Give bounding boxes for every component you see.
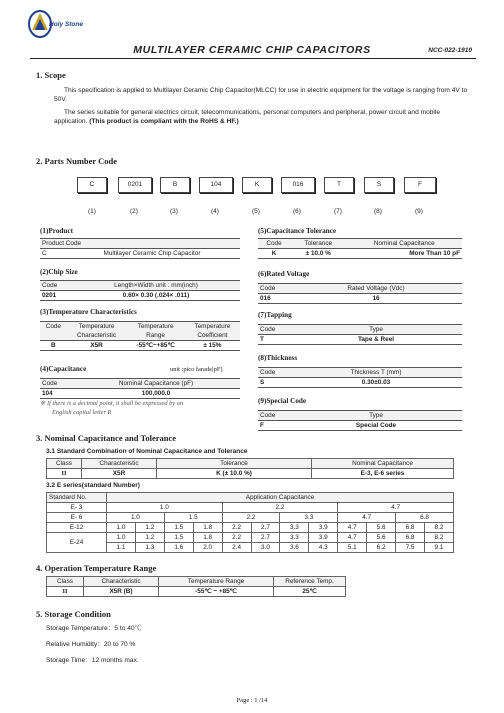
temp-char-title: (3)Temperature Characteristics — [40, 308, 137, 316]
e12-value: 2.2 — [222, 523, 251, 533]
code-box-1: C — [77, 177, 107, 193]
tapping-table — [258, 324, 462, 345]
scope-p2-text: The series suitable for general electrics circuit, telecommunications, personal computers and peripheral, power circuit and mobile application. — [54, 109, 441, 125]
rv-code-cell: 016 — [258, 294, 290, 304]
storage-time: Storage Time：12 months max. — [46, 657, 139, 664]
code-number-6: (6) — [293, 208, 301, 215]
cap-nom-header: Nominal Capacitance (pF) — [72, 379, 240, 389]
tol-tol-cell: ± 10.0 % — [290, 249, 347, 259]
e24-value: 5.6 — [367, 533, 396, 543]
e12-value: 6.8 — [396, 523, 425, 533]
op-range-cell: -55℃ ~ +85℃ — [159, 587, 274, 597]
code-box-3: B — [160, 177, 190, 193]
tc-char-header-1: Temperature — [67, 322, 127, 332]
e24-value: 1.2 — [135, 533, 164, 543]
op-ref-header: Reference Temp. — [274, 577, 346, 587]
e24-label: E-24 — [47, 533, 107, 553]
storage-heading: 5. Storage Condition — [36, 609, 111, 619]
e24-value: 1.8 — [193, 533, 222, 543]
parts-heading: 2. Parts Number Code — [36, 156, 118, 166]
storage-temperature: Storage Temperature：5 to 40℃ — [46, 625, 142, 632]
product-code-cell: C — [40, 249, 64, 259]
tap-type-header: Type — [290, 325, 462, 335]
code-box-7: T — [324, 177, 354, 193]
t1-char-header: Characteristic — [82, 459, 157, 469]
code-number-4: (4) — [211, 208, 219, 215]
e24-value: 4.3 — [309, 543, 338, 553]
t1-nom-cell: E-3, E-6 series — [312, 469, 454, 479]
t1-class-cell: II — [47, 469, 82, 479]
sp-code-cell: F — [258, 421, 290, 431]
op-char-cell: X5R (B) — [84, 587, 159, 597]
e12-value: 4.7 — [338, 523, 367, 533]
t1-nom-header: Nominal Capacitance — [312, 459, 454, 469]
e24-value: 2.2 — [222, 533, 251, 543]
document-title: MULTILAYER CERAMIC CHIP CAPACITORS — [133, 44, 371, 56]
tc-coef-header-1: Temperature — [185, 322, 240, 332]
e-series-table — [46, 492, 454, 553]
tolerance-title: (5)Capacitance Tolerance — [258, 227, 337, 235]
e24-value: 1.5 — [164, 533, 193, 543]
op-class-cell: II — [47, 587, 84, 597]
e12-value: 3.9 — [309, 523, 338, 533]
scope-paragraph-2 — [54, 109, 474, 127]
tc-code-header: Code — [40, 322, 67, 332]
op-range-header: Temperature Range — [159, 577, 274, 587]
chip-size-table — [40, 280, 240, 301]
logo-text: Holy Stone — [49, 21, 83, 28]
tapping-title: (7)Tapping — [258, 311, 292, 319]
capacitance-title: (4)Capacitance — [40, 365, 87, 373]
cap-code-cell: 104 — [40, 389, 72, 399]
e3-value: 2.2 — [222, 503, 338, 513]
e24-value: 2.0 — [193, 543, 222, 553]
code-box-9: F — [404, 177, 436, 193]
th-code-header: Code — [258, 368, 290, 378]
e6-label: E- 6 — [47, 513, 107, 523]
tol-code-header: Code — [258, 239, 290, 249]
sp-code-header: Code — [258, 411, 290, 421]
tap-code-header: Code — [258, 325, 290, 335]
product-code-header: Product Code — [40, 239, 240, 249]
op-char-header: Characteristic — [84, 577, 159, 587]
e6-value: 3.3 — [280, 513, 338, 523]
tc-range-header-1: Temperature — [126, 322, 184, 332]
op-class-header: Class — [47, 577, 84, 587]
document-number: NCC-022-1910 — [428, 47, 472, 54]
e6-value: 1.0 — [107, 513, 165, 523]
e24-value: 4.7 — [338, 533, 367, 543]
sp-type-cell: Special Code — [290, 421, 462, 431]
t1-class-header: Class — [47, 459, 82, 469]
rv-code-header: Code — [258, 284, 290, 294]
tc-coef-cell: ± 15% — [185, 341, 240, 351]
tc-coef-header-2: Coefficient — [197, 332, 228, 339]
scope-paragraph-1: This specification is applied to Multilayer Ceramic Chip Capacitor(MLCC) for use in electric equipment for the voltage is ranging from 4V to 50V. — [54, 87, 468, 103]
chip-size-title: (2)Chip Size — [40, 268, 78, 276]
code-number-2: (2) — [130, 208, 138, 215]
e12-value: 8.2 — [424, 523, 453, 533]
e24-value: 3.3 — [280, 533, 309, 543]
code-box-2: 0201 — [118, 177, 152, 193]
e12-value: 1.2 — [135, 523, 164, 533]
e24-value: 1.1 — [107, 543, 136, 553]
e24-value: 2.7 — [251, 533, 280, 543]
tol-nom-header: Nominal Capacitance — [347, 239, 462, 249]
t1-char-cell: X5R — [82, 469, 157, 479]
tap-type-cell: Tape & Reel — [290, 335, 462, 345]
e24-value: 9.1 — [424, 543, 453, 553]
tc-code-cell: B — [40, 341, 67, 351]
e24-value: 1.6 — [164, 543, 193, 553]
e3-value: 1.0 — [107, 503, 223, 513]
header-divider — [30, 58, 476, 59]
e6-value: 4.7 — [338, 513, 396, 523]
e24-value: 3.0 — [251, 543, 280, 553]
code-box-6: 016 — [281, 177, 315, 193]
t2-std-header: Standard No. — [47, 493, 107, 503]
code-number-8: (8) — [374, 208, 382, 215]
tc-char-cell: X5R — [67, 341, 127, 351]
chip-size-code-header: Code — [40, 281, 72, 291]
e6-value: 6.8 — [396, 513, 454, 523]
e12-value: 3.3 — [280, 523, 309, 533]
e24-value: 6.2 — [367, 543, 396, 553]
chip-size-dim-cell: 0.60× 0.30 (.024× .011) — [72, 291, 240, 301]
thickness-title: (8)Thickness — [258, 354, 298, 362]
sp-type-header: Type — [290, 411, 462, 421]
tol-nom-cell: More Than 10 pF — [347, 249, 462, 259]
e24-value: 3.9 — [309, 533, 338, 543]
th-t-header: Thickness T (mm) — [290, 368, 462, 378]
e24-value: 1.0 — [107, 533, 136, 543]
op-temp-heading: 4. Operation Temperature Range — [36, 563, 157, 573]
e24-value: 3.6 — [280, 543, 309, 553]
e3-label: E- 3 — [47, 503, 107, 513]
t1-tol-header: Tolerance — [157, 459, 312, 469]
capacitance-note-2: English capital letter R — [52, 409, 112, 416]
tc-range-header-2: Range — [146, 332, 165, 339]
storage-humidity: Relative Humidity：20 to 70 % — [46, 641, 136, 648]
e6-value: 2.2 — [222, 513, 280, 523]
chip-size-dim-header: Length×Width unit : mm(inch) — [72, 281, 240, 291]
code-number-9: (9) — [415, 208, 423, 215]
tc-char-header-2: Characteristic — [76, 332, 117, 339]
rohs-statement: (This product is compliant with the RoHS & HF.) — [89, 117, 239, 125]
e24-value: 1.3 — [135, 543, 164, 553]
code-number-5: (5) — [252, 208, 260, 215]
code-box-8: S — [364, 177, 394, 193]
page-number: Page : 1 /14 — [236, 697, 268, 704]
e6-value: 1.5 — [164, 513, 222, 523]
capacitance-table — [40, 378, 240, 399]
op-temp-table — [46, 576, 346, 597]
nominal-combination-table — [46, 458, 454, 479]
scope-heading: 1. Scope — [36, 70, 66, 80]
tolerance-table — [258, 238, 462, 259]
nominal-sub-1: 3.1 Standard Combination of Nominal Capacitance and Tolerance — [46, 448, 248, 455]
t2-app-header: Application Capacitance — [107, 493, 454, 503]
product-title: (1)Product — [40, 227, 74, 235]
thickness-table — [258, 367, 462, 388]
cap-code-header: Code — [40, 379, 72, 389]
e12-value: 5.6 — [367, 523, 396, 533]
code-box-4: 104 — [199, 177, 233, 193]
t1-tol-cell: K (± 10.0 %) — [157, 469, 312, 479]
tol-tol-header: Tolerance — [290, 239, 347, 249]
e3-value: 4.7 — [338, 503, 454, 513]
e24-value: 5.1 — [338, 543, 367, 553]
nominal-sub-2: 3.2 E series(standard Number) — [46, 482, 140, 489]
tc-range-cell: -55℃~+85℃ — [126, 341, 184, 351]
chip-size-code-cell: 0201 — [40, 291, 72, 301]
e24-value: 7.5 — [396, 543, 425, 553]
e12-value: 1.8 — [193, 523, 222, 533]
code-number-3: (3) — [170, 208, 178, 215]
nominal-heading: 3. Nominal Capacitance and Tolerance — [36, 433, 177, 443]
special-table — [258, 410, 462, 431]
th-t-cell: 0.30±0.03 — [290, 378, 462, 388]
temp-char-table — [40, 321, 240, 351]
th-code-cell: S — [258, 378, 290, 388]
e24-value: 6.8 — [396, 533, 425, 543]
e12-value: 1.0 — [107, 523, 136, 533]
rv-v-header: Rated Voltage (Vdc) — [290, 284, 462, 294]
special-title: (9)Special Code — [258, 397, 307, 405]
product-desc-cell: Multilayer Ceramic Chip Capacitor — [64, 249, 240, 259]
cap-nom-cell: 100,000.0 — [72, 389, 240, 399]
tol-code-cell: K — [258, 249, 290, 259]
code-number-7: (7) — [334, 208, 342, 215]
capacitance-note-1: ※ If there is a decimal point, it shall be expressed by an — [40, 400, 184, 407]
e12-value: 2.7 — [251, 523, 280, 533]
op-ref-cell: 25℃ — [274, 587, 346, 597]
e24-value: 8.2 — [424, 533, 453, 543]
rv-v-cell: 16 — [290, 294, 462, 304]
rated-voltage-title: (6)Rated Voltage — [258, 270, 310, 278]
tap-code-cell: T — [258, 335, 290, 345]
code-box-5: K — [242, 177, 272, 193]
rated-voltage-table — [258, 283, 462, 304]
code-number-1: (1) — [88, 208, 96, 215]
e12-value: 1.5 — [164, 523, 193, 533]
capacitance-unit: unit :pico farads(pF) — [170, 366, 223, 373]
product-table — [40, 238, 240, 259]
e12-label: E-12 — [47, 523, 107, 533]
e24-value: 2.4 — [222, 543, 251, 553]
